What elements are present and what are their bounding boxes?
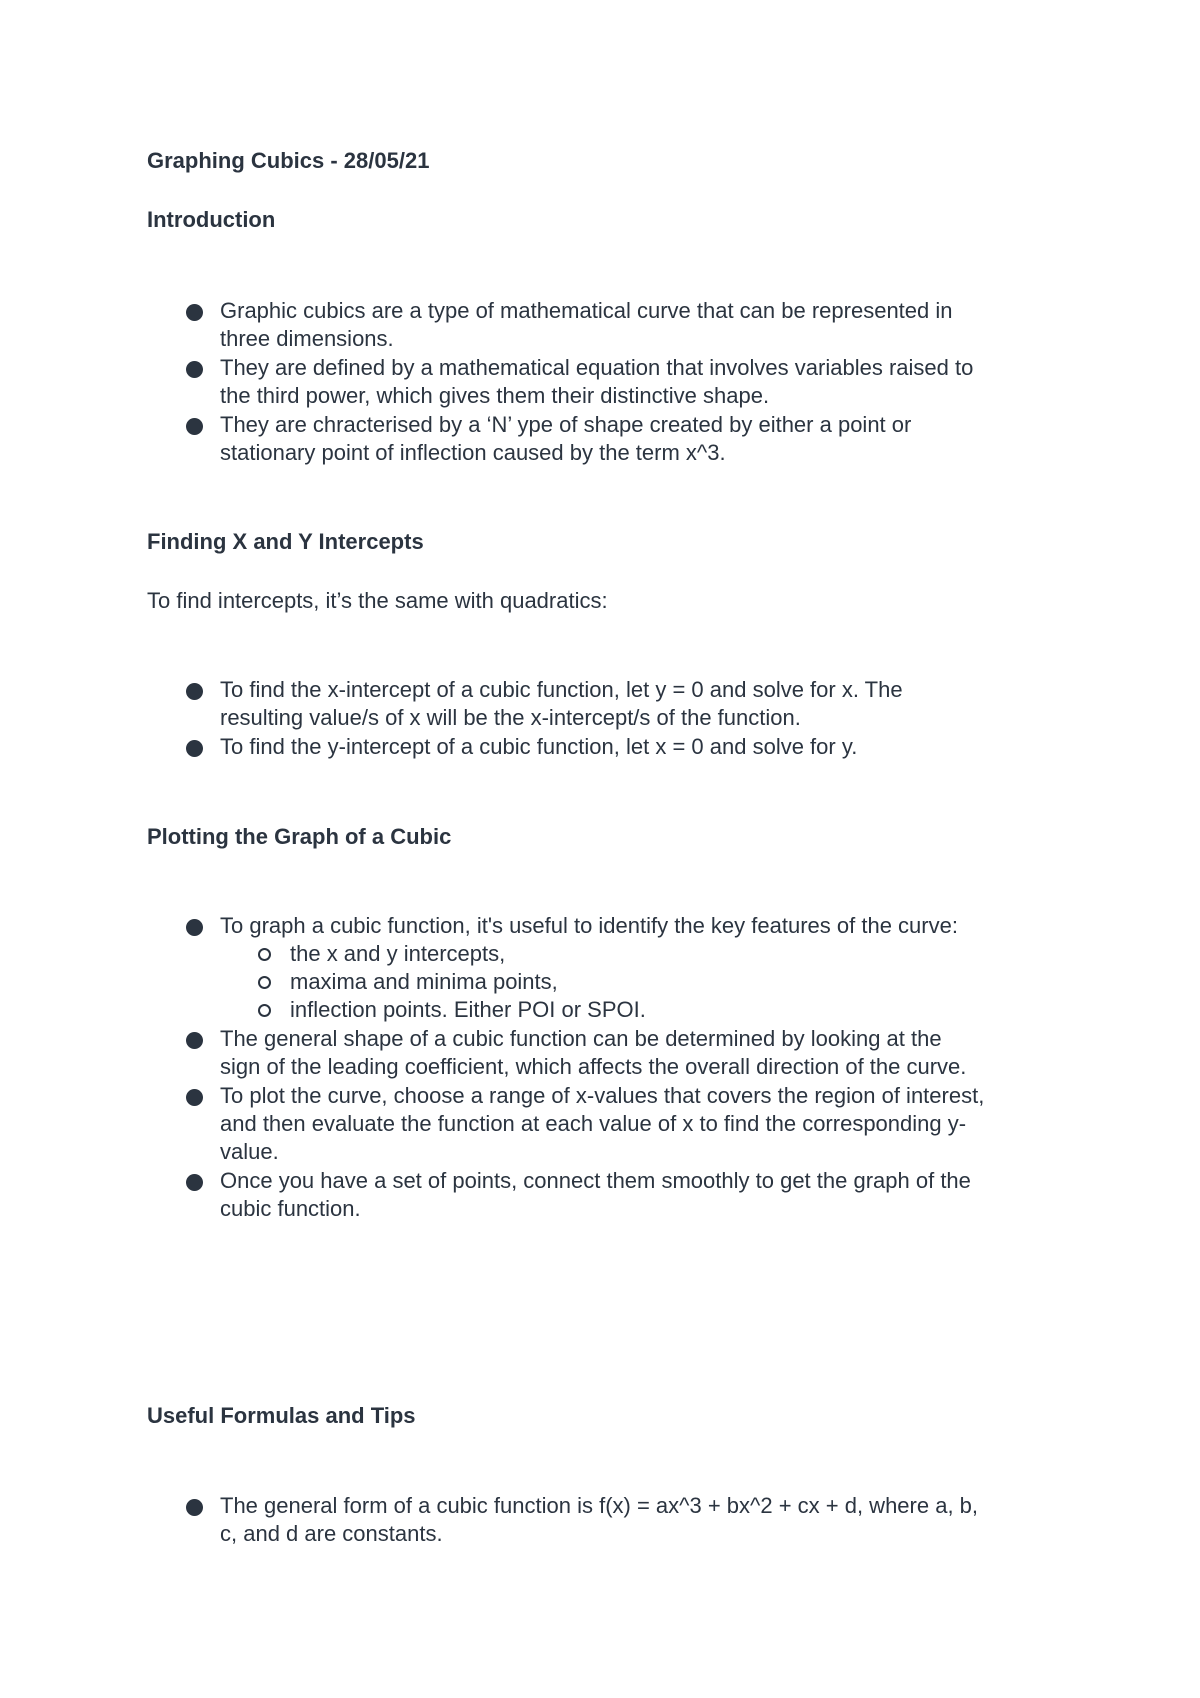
intro-bullet-2-line-2: the third power, which gives them their distinctive shape. xyxy=(220,383,770,408)
bullet-icon xyxy=(186,418,203,435)
intro-bullet-3-line-2: stationary point of inflection caused by the term x^3. xyxy=(220,440,726,465)
bullet-icon xyxy=(186,1032,203,1049)
bullet-icon xyxy=(186,919,203,936)
bullet-icon xyxy=(186,304,203,321)
intercepts-bullet-1-line-1: To find the x-intercept of a cubic function, let y = 0 and solve for x. The xyxy=(220,677,903,702)
plotting-bullet-2-line-2: sign of the leading coefficient, which affects the overall direction of the curve. xyxy=(220,1054,967,1079)
bullet-icon xyxy=(186,1089,203,1106)
intercepts-bullet-1-line-2: resulting value/s of x will be the x-intercept/s of the function. xyxy=(220,705,801,730)
intro-bullet-2-line-1: They are defined by a mathematical equation that involves variables raised to xyxy=(220,355,974,380)
sub-bullet-icon xyxy=(258,948,271,961)
plotting-bullet-2-line-1: The general shape of a cubic function can be determined by looking at the xyxy=(220,1026,942,1051)
formulas-bullet-1-line-1: The general form of a cubic function is f(x) = ax^3 + bx^2 + cx + d, where a, b, xyxy=(220,1493,979,1518)
plotting-sub-bullet-2: maxima and minima points, xyxy=(290,969,558,994)
intercepts-lead-text: To find intercepts, it’s the same with quadratics: xyxy=(147,588,608,613)
section-heading-formulas: Useful Formulas and Tips xyxy=(147,1403,416,1428)
section-heading-plotting: Plotting the Graph of a Cubic xyxy=(147,824,452,849)
intro-bullet-1-line-2: three dimensions. xyxy=(220,326,394,351)
plotting-bullet-3-line-3: value. xyxy=(220,1139,279,1164)
plotting-bullet-1-line-1: To graph a cubic function, it's useful to identify the key features of the curve: xyxy=(220,913,958,938)
bullet-icon xyxy=(186,1174,203,1191)
section-heading-introduction: Introduction xyxy=(147,207,276,232)
bullet-icon xyxy=(186,1499,203,1516)
plotting-bullet-4-line-1: Once you have a set of points, connect them smoothly to get the graph of the xyxy=(220,1168,971,1193)
sub-bullet-icon xyxy=(258,1004,271,1017)
plotting-bullet-4-line-2: cubic function. xyxy=(220,1196,361,1221)
plotting-sub-bullet-1: the x and y intercepts, xyxy=(290,941,506,966)
section-heading-intercepts: Finding X and Y Intercepts xyxy=(147,529,424,554)
bullet-icon xyxy=(186,740,203,757)
bullet-icon xyxy=(186,683,203,700)
plotting-sub-bullet-3: inflection points. Either POI or SPOI. xyxy=(290,997,646,1022)
intro-bullet-1-line-1: Graphic cubics are a type of mathematical curve that can be represented in xyxy=(220,298,953,323)
sub-bullet-icon xyxy=(258,976,271,989)
plotting-bullet-3-line-2: and then evaluate the function at each value of x to find the corresponding y- xyxy=(220,1111,967,1136)
bullet-icon xyxy=(186,361,203,378)
formulas-bullet-1-line-2: c, and d are constants. xyxy=(220,1521,443,1546)
plotting-bullet-3-line-1: To plot the curve, choose a range of x-values that covers the region of interest, xyxy=(220,1083,985,1108)
intercepts-bullet-2-line-1: To find the y-intercept of a cubic function, let x = 0 and solve for y. xyxy=(220,734,858,759)
document-title: Graphing Cubics - 28/05/21 xyxy=(147,148,430,173)
intro-bullet-3-line-1: They are chracterised by a ‘N’ ype of shape created by either a point or xyxy=(220,412,912,437)
